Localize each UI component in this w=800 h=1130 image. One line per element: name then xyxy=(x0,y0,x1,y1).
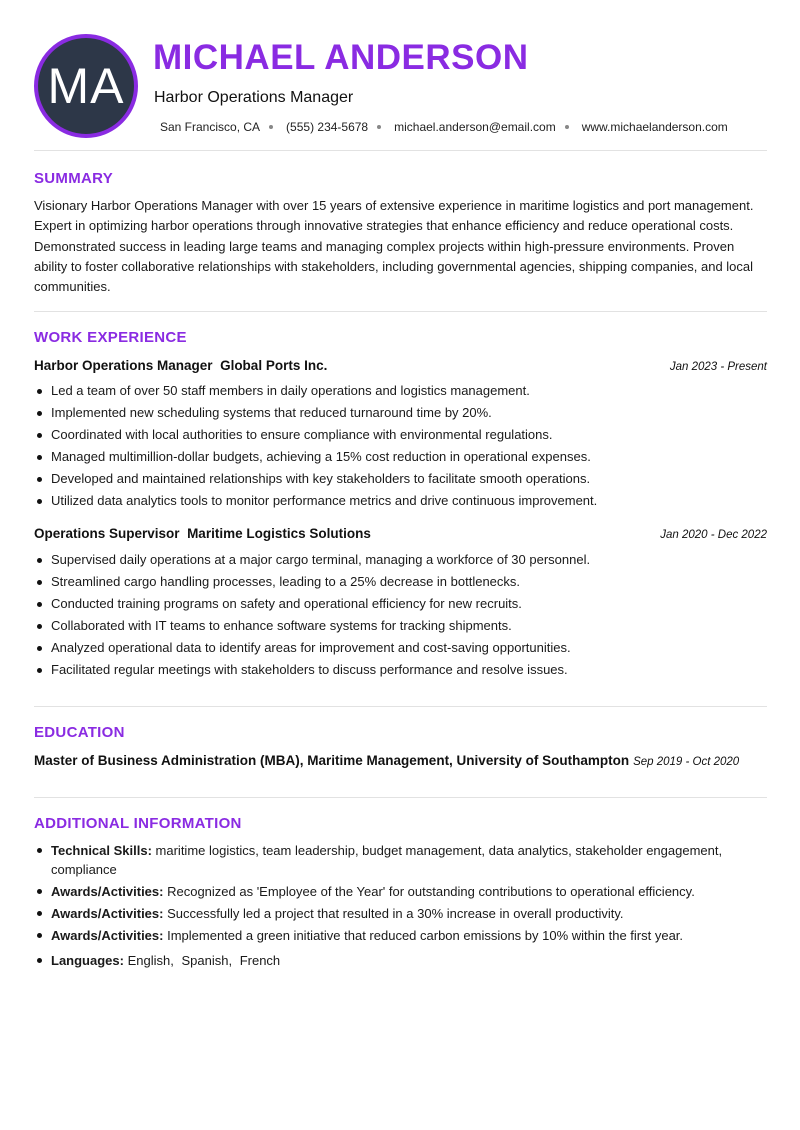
skills-text: maritime logistics, team leadership, budget management, data analytics, stakeholder engagement, compliance xyxy=(51,843,723,877)
list-item: Implemented new scheduling systems that reduced turnaround time by 20%. xyxy=(34,402,769,424)
education-heading: EDUCATION xyxy=(34,724,125,741)
language-item: French xyxy=(239,953,281,968)
list-item xyxy=(34,904,769,923)
job-role-line xyxy=(34,358,327,373)
contact-location: San Francisco, CA xyxy=(160,120,261,134)
awards-label: Awards/Activities: xyxy=(51,928,164,943)
candidate-name: MICHAEL ANDERSON xyxy=(153,38,529,77)
separator-dot-icon xyxy=(269,125,273,129)
contact-phone[interactable]: (555) 234-5678 xyxy=(286,120,369,134)
job-company: Maritime Logistics Solutions xyxy=(187,526,371,541)
job-header xyxy=(34,358,767,373)
award-text: Implemented a green initiative that reduced carbon emissions by 10% within the first year. xyxy=(167,928,684,943)
avatar-initials: MA xyxy=(47,58,125,114)
list-item xyxy=(34,926,769,945)
job-dates: Jan 2023 - Present xyxy=(669,361,767,373)
language-item: Spanish, xyxy=(181,953,233,968)
section-divider xyxy=(34,150,767,151)
award-text: Recognized as 'Employee of the Year' for outstanding contributions to operational efficiency. xyxy=(167,884,695,899)
job-role-line xyxy=(34,526,371,541)
award-text: Successfully led a project that resulted in a 30% increase in overall productivity. xyxy=(167,906,624,921)
additional-list xyxy=(34,841,769,973)
education-dates: Sep 2019 - Oct 2020 xyxy=(633,756,740,768)
experience-heading: WORK EXPERIENCE xyxy=(34,329,187,346)
list-item xyxy=(34,951,769,970)
list-item: Coordinated with local authorities to ensure compliance with environmental regulations. xyxy=(34,424,769,446)
education-degree: Master of Business Administration (MBA), Maritime Management, University of Southampton xyxy=(34,753,630,768)
list-item: Collaborated with IT teams to enhance software systems for tracking shipments. xyxy=(34,615,769,637)
list-item: Conducted training programs on safety and operational efficiency for new recruits. xyxy=(34,593,769,615)
additional-heading: ADDITIONAL INFORMATION xyxy=(34,815,242,832)
list-item: Managed multimillion-dollar budgets, achieving a 15% cost reduction in operational expenses. xyxy=(34,446,769,468)
awards-label: Awards/Activities: xyxy=(51,884,164,899)
list-item: Supervised daily operations at a major cargo terminal, managing a workforce of 30 personnel. xyxy=(34,549,769,571)
list-item: Analyzed operational data to identify areas for improvement and cost-saving opportunities. xyxy=(34,637,769,659)
job-dates: Jan 2020 - Dec 2022 xyxy=(660,529,767,541)
languages-label: Languages: xyxy=(51,953,124,968)
language-item: English, xyxy=(127,953,174,968)
education-entry xyxy=(34,753,774,768)
job-role: Harbor Operations Manager xyxy=(34,358,213,373)
job-bullet-list xyxy=(34,549,769,681)
job-company: Global Ports Inc. xyxy=(220,358,328,373)
contact-bar xyxy=(160,120,728,134)
summary-text: Visionary Harbor Operations Manager with over 15 years of extensive experience in maritime logistics and port management. Expert in optimizing harbor operations through innovative strategies that enhance efficiency and reduce operational costs. Demonstrated success in leading large teams and managing complex projects within high-pressure environments. Proven ability to foster collaborative relationships with stakeholders, including governmental agencies, shipping companies, and local communities. xyxy=(34,198,754,295)
awards-label: Awards/Activities: xyxy=(51,906,164,921)
separator-dot-icon xyxy=(377,125,381,129)
section-divider xyxy=(34,797,767,798)
job-header xyxy=(34,526,767,541)
separator-dot-icon xyxy=(565,125,569,129)
list-item xyxy=(34,882,769,901)
avatar xyxy=(34,34,138,138)
list-item: Facilitated regular meetings with stakeholders to discuss performance and resolve issues. xyxy=(34,659,769,681)
candidate-title: Harbor Operations Manager xyxy=(154,89,354,106)
list-item: Streamlined cargo handling processes, leading to a 25% decrease in bottlenecks. xyxy=(34,571,769,593)
summary-heading: SUMMARY xyxy=(34,170,114,187)
list-item: Developed and maintained relationships with key stakeholders to facilitate smooth operations. xyxy=(34,468,769,490)
list-item: Led a team of over 50 staff members in daily operations and logistics management. xyxy=(34,380,769,402)
list-item xyxy=(34,841,769,879)
list-item: Utilized data analytics tools to monitor performance metrics and drive continuous improvement. xyxy=(34,490,769,512)
job-role: Operations Supervisor xyxy=(34,526,180,541)
section-divider xyxy=(34,311,767,312)
job-bullet-list xyxy=(34,380,769,512)
contact-email[interactable]: michael.anderson@email.com xyxy=(394,120,556,134)
section-divider xyxy=(34,706,767,707)
contact-website[interactable]: www.michaelanderson.com xyxy=(581,120,728,134)
skills-label: Technical Skills: xyxy=(51,843,152,858)
